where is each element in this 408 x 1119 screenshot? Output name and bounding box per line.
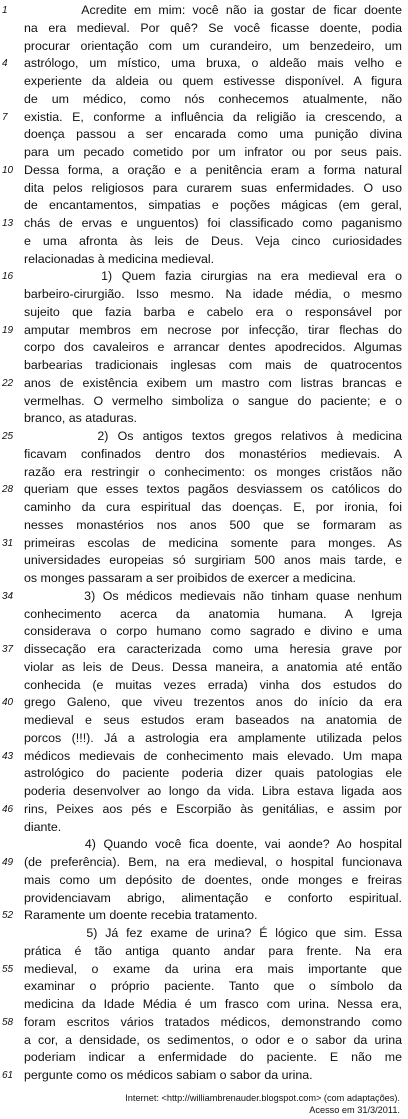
text-line: nesses monastérios nos anos 500 que se formaram as bbox=[24, 517, 402, 532]
text-line: conhecimento acerca da anatomia humana. A Igreja bbox=[24, 606, 402, 621]
line-number: 4 bbox=[2, 58, 8, 70]
line-number: 25 bbox=[2, 431, 14, 442]
text-line: medieval, o exame da urina era mais importante que bbox=[24, 961, 402, 976]
text-line: corpo dos cavaleiros e arrancar dentes apodrecidos. Algumas bbox=[24, 340, 402, 355]
text-line: porcos (!!!). Já a astrologia era amplamente utilizada pelos bbox=[24, 730, 402, 745]
line-number: 40 bbox=[2, 697, 14, 709]
line-number: 16 bbox=[2, 271, 14, 283]
text-line: primeiras escolas de medicina somente para monges. As bbox=[24, 535, 402, 550]
line-number: 22 bbox=[2, 377, 14, 389]
line-number: 28 bbox=[2, 484, 14, 496]
text-line: razão era restringir o conhecimento: os monges cristãos não bbox=[24, 464, 402, 479]
text-line: 5) Já fez exame de urina? É lógico que sim. Essa bbox=[24, 926, 402, 940]
text-line: diante. bbox=[24, 819, 62, 834]
line-number: 1 bbox=[2, 5, 8, 16]
line-number: 37 bbox=[2, 644, 14, 655]
text-line: medieval e seus estudos eram baseados na anatomia de bbox=[24, 713, 402, 727]
text-line: conhecida (e muitas vezes errada) vinha dos estudos do bbox=[24, 677, 402, 692]
text-line: 2) Os antigos textos gregos relativos à medicina bbox=[24, 429, 402, 443]
text-line: foram escritos vários tratados médicos, demonstrando como bbox=[24, 1014, 402, 1029]
text-line: poderiam indicar a enfermidade do paciente. E não me bbox=[24, 1050, 402, 1065]
line-number: 55 bbox=[2, 963, 14, 975]
text-line: barbeiro-cirurgião. Isso mesmo. Na idade média, o mesmo bbox=[24, 287, 402, 301]
text-line: para um pecado cometido por um infrator ou por seus pais. bbox=[24, 145, 402, 159]
text-line: poderia desenvolver ao longo da vida. Libra estava ligada aos bbox=[24, 784, 402, 798]
line-number: 19 bbox=[2, 324, 14, 336]
text-line: de um médico, como nós conhecemos atualmente, não bbox=[24, 91, 402, 106]
line-number: 58 bbox=[2, 1016, 14, 1028]
text-line: na era medieval. Por quê? Se você ficasse doente, podia bbox=[24, 20, 402, 35]
text-line: Dessa forma, a oração e a penitência eram a forma natural bbox=[24, 162, 402, 177]
text-line: sujeito que fazia barba e cabelo era o responsável por bbox=[24, 304, 402, 319]
text-line: providenciavam abrigo, alimentação e conforto espiritual. bbox=[24, 890, 402, 905]
text-line: 4) Quando você fica doente, vai aonde? Ao hospital bbox=[24, 837, 402, 852]
text-line: e uma afronta às leis de Deus. Veja cinco curiosidades bbox=[24, 233, 402, 248]
line-number: 10 bbox=[2, 164, 14, 176]
line-number: 61 bbox=[2, 1070, 14, 1081]
text-line: dissecação era caracterizada como uma heresia grave por bbox=[24, 642, 402, 656]
text-line: de encantamentos, simpatias e poções mágicas (em geral, bbox=[24, 198, 402, 213]
text-line: astrológico do paciente poderia dizer quais patologias ele bbox=[24, 766, 402, 781]
text-line: experiente da aldeia ou quem estivesse disponível. A figura bbox=[24, 74, 402, 88]
text-line: dita pelos religiosos para curarem suas enfermidades. O uso bbox=[24, 180, 402, 195]
text-line: 3) Os médicos medievais não tinham quase nenhum bbox=[24, 588, 402, 603]
text-line: considerava o corpo humano como sagrado e divino e uma bbox=[24, 624, 402, 639]
text-line: Acredite em mim: você não ia gostar de ficar doente bbox=[24, 3, 402, 17]
text-line: mais como um depósito de doentes, onde monges e freiras bbox=[24, 872, 402, 887]
text-line: grego Galeno, que viveu trezentos anos do início da era bbox=[24, 695, 402, 710]
line-number: 52 bbox=[2, 910, 14, 922]
text-line: violar as leis de Deus. Dessa maneira, a anatomia até então bbox=[24, 659, 402, 674]
text-line: barbearias tradicionais inglesas com mais de quatrocentos bbox=[24, 358, 402, 372]
text-line: existia. E, conforme a influência da religião ia crescendo, a bbox=[24, 109, 402, 124]
text-line: pergunte como os médicos sabiam o sabor da urina. bbox=[24, 1068, 313, 1082]
text-line: médicos medievais de conhecimento mais elevado. Um mapa bbox=[24, 748, 402, 763]
text-line: medicina da Idade Média é um frasco com urina. Nessa era, bbox=[24, 997, 402, 1011]
text-line: universidades europeias só surgiriam 500 anos mais tarde, e bbox=[24, 553, 402, 568]
text-line: chás de ervas e unguentos) foi classificado como paganismo bbox=[24, 216, 402, 230]
text-line: rins, Peixes aos pés e Escorpião às genitálias, e assim por bbox=[24, 801, 402, 816]
text-line: (de preferência). Bem, na era medieval, o hospital funcionava bbox=[24, 855, 402, 869]
text-line: astrólogo, um místico, uma bruxa, o aldeão mais velho e bbox=[24, 56, 402, 71]
line-number: 43 bbox=[2, 750, 14, 762]
line-number: 34 bbox=[2, 590, 14, 602]
text-line: examinar o próprio paciente. Tanto que o símbolo da bbox=[24, 979, 402, 994]
text-line: caminho da cura espiritual das doenças. E, por ironia, foi bbox=[24, 500, 402, 514]
text-line: prática é tão antiga quanto andar para frente. Na era bbox=[24, 943, 402, 958]
text-line: vermelhas. O vermelho simboliza o sangue do paciente; e o bbox=[24, 393, 402, 408]
line-number: 7 bbox=[2, 111, 8, 123]
text-line: ficavam confinados dentro dos monastérios medievais. A bbox=[24, 446, 402, 461]
text-line: 1) Quem fazia cirurgias na era medieval era o bbox=[24, 269, 402, 284]
text-line: relacionadas à medicina medieval. bbox=[24, 251, 215, 266]
line-number: 13 bbox=[2, 218, 14, 229]
text-line: queriam que esses textos pagãos desviassem os católicos do bbox=[24, 482, 402, 497]
text-line: a cor, a densidade, os sedimentos, o odor e o sabor da urina bbox=[24, 1032, 402, 1047]
access-date: Acesso em 31/3/2011. bbox=[309, 1105, 400, 1115]
text-line: branco, as ataduras. bbox=[24, 411, 137, 426]
line-number: 31 bbox=[2, 537, 14, 549]
text-line: os monges passaram a ser proibidos de exercer a medicina. bbox=[24, 571, 356, 585]
text-line: procurar orientação com um curandeiro, um benzedeiro, um bbox=[24, 38, 402, 53]
line-number: 49 bbox=[2, 857, 14, 868]
text-line: Raramente um doente recebia tratamento. bbox=[24, 908, 258, 923]
source-citation: Internet: <http://williambrenauder.blogspot.com> (com adaptações). bbox=[125, 1093, 400, 1103]
text-line: anos de existência exibem um mastro com listras brancas e bbox=[24, 375, 402, 390]
text-line: doença passou a ser encarada como uma punição divina bbox=[24, 127, 402, 142]
line-number: 46 bbox=[2, 803, 14, 815]
text-line: amputar membros em necrose por infecção, tirar flechas do bbox=[24, 322, 402, 337]
